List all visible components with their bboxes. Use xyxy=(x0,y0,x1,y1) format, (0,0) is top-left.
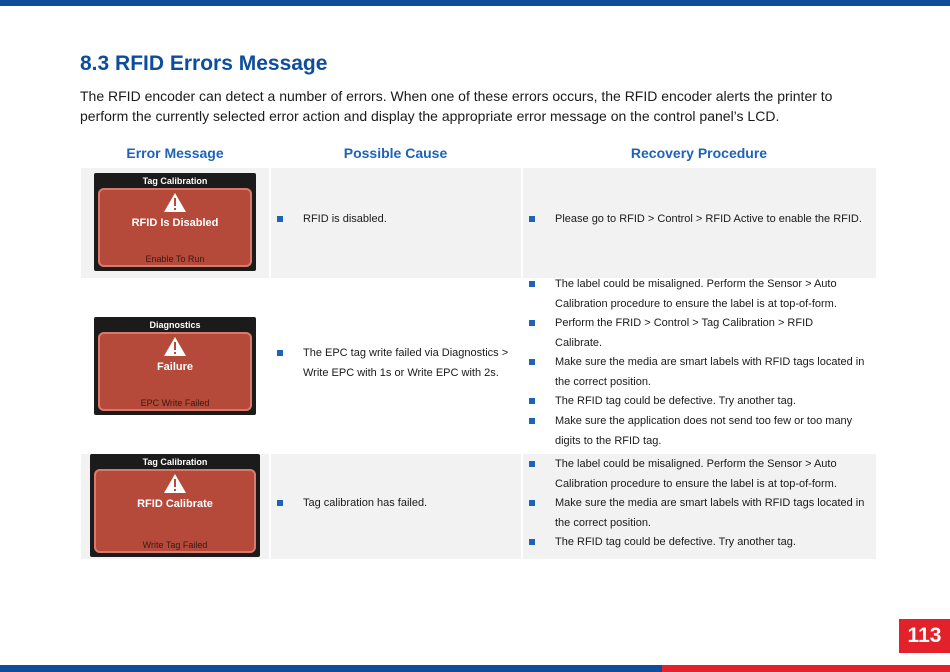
bottom-accent-bar-blue xyxy=(0,665,662,672)
lcd-title: Diagnostics xyxy=(149,320,201,330)
column-divider xyxy=(269,454,271,559)
lcd-subtext: EPC Write Failed xyxy=(140,398,210,408)
bullet-square-icon xyxy=(529,216,535,222)
intro-paragraph: The RFID encoder can detect a number of errors. When one of these errors occurs, the RFID encoder alerts the printer to perform the currently selected error action and display the appropriate error message on the control panel’s LCD. xyxy=(80,88,833,124)
bullet-square-icon xyxy=(529,398,535,404)
bullet-square-icon xyxy=(277,350,283,356)
procedure-item: The label could be misaligned. Perform the Sensor > Auto Calibration procedure to ensure the label is at top-of-form. xyxy=(529,455,874,494)
procedure-item: The RFID tag could be defective. Try another tag. xyxy=(529,392,874,412)
column-divider xyxy=(521,168,523,278)
warning-icon xyxy=(164,474,186,493)
procedure-item: Make sure the media are smart labels with RFID tags located in the correct position. xyxy=(529,353,874,392)
lcd-message: RFID Is Disabled xyxy=(131,217,219,229)
column-divider xyxy=(521,454,523,559)
page-number: 113 xyxy=(899,619,950,653)
procedure-item: The RFID tag could be defective. Try another tag. xyxy=(529,533,874,553)
table-row xyxy=(81,168,876,278)
bullet-square-icon xyxy=(277,500,283,506)
lcd-screen xyxy=(94,317,256,415)
bullet-square-icon xyxy=(529,418,535,424)
procedure-item: Perform the FRID > Control > Tag Calibration > RFID Calibrate. xyxy=(529,314,829,353)
lcd-message: RFID Calibrate xyxy=(137,498,213,510)
top-accent-bar xyxy=(0,0,950,6)
lcd-title: Tag Calibration xyxy=(142,176,208,186)
procedure-item: Please go to RFID > Control > RFID Active to enable the RFID. xyxy=(529,210,874,230)
procedure-item: Make sure the application does not send too few or too many digits to the RFID tag. xyxy=(529,412,874,451)
cause-item: Tag calibration has failed. xyxy=(277,494,513,514)
section-title: 8.3 RFID Errors Message xyxy=(80,52,328,75)
lcd-panel xyxy=(98,188,252,267)
lcd-screen xyxy=(94,173,256,271)
bottom-accent-bar-red xyxy=(662,665,950,672)
bullet-square-icon xyxy=(529,500,535,506)
lcd-screen xyxy=(90,454,260,557)
lcd-panel xyxy=(98,332,252,411)
lcd-title: Tag Calibration xyxy=(142,457,208,467)
procedure-item: The label could be misaligned. Perform the Sensor > Auto Calibration procedure to ensure the label is at top-of-form. xyxy=(529,275,874,314)
header-error-message: Error Message xyxy=(126,145,224,161)
lcd-subtext: Write Tag Failed xyxy=(142,540,208,550)
table-row xyxy=(81,278,876,454)
lcd-panel xyxy=(94,469,256,553)
bullet-square-icon xyxy=(529,281,535,287)
header-possible-cause: Possible Cause xyxy=(343,145,448,161)
bullet-square-icon xyxy=(529,461,535,467)
bullet-square-icon xyxy=(529,539,535,545)
procedure-item: Make sure the media are smart labels with RFID tags located in the correct position. xyxy=(529,494,874,533)
column-divider xyxy=(269,168,271,278)
bullet-square-icon xyxy=(529,359,535,365)
warning-icon xyxy=(164,193,186,212)
cause-item: RFID is disabled. xyxy=(277,210,513,230)
cause-item: The EPC tag write failed via Diagnostics > Write EPC with 1s or Write EPC with 2s. xyxy=(277,344,517,383)
lcd-message: Failure xyxy=(156,361,194,373)
bullet-square-icon xyxy=(277,216,283,222)
header-recovery-procedure: Recovery Procedure xyxy=(630,145,768,161)
bullet-square-icon xyxy=(529,320,535,326)
table-row xyxy=(81,454,876,559)
warning-icon xyxy=(164,337,186,356)
lcd-subtext: Enable To Run xyxy=(145,254,205,264)
